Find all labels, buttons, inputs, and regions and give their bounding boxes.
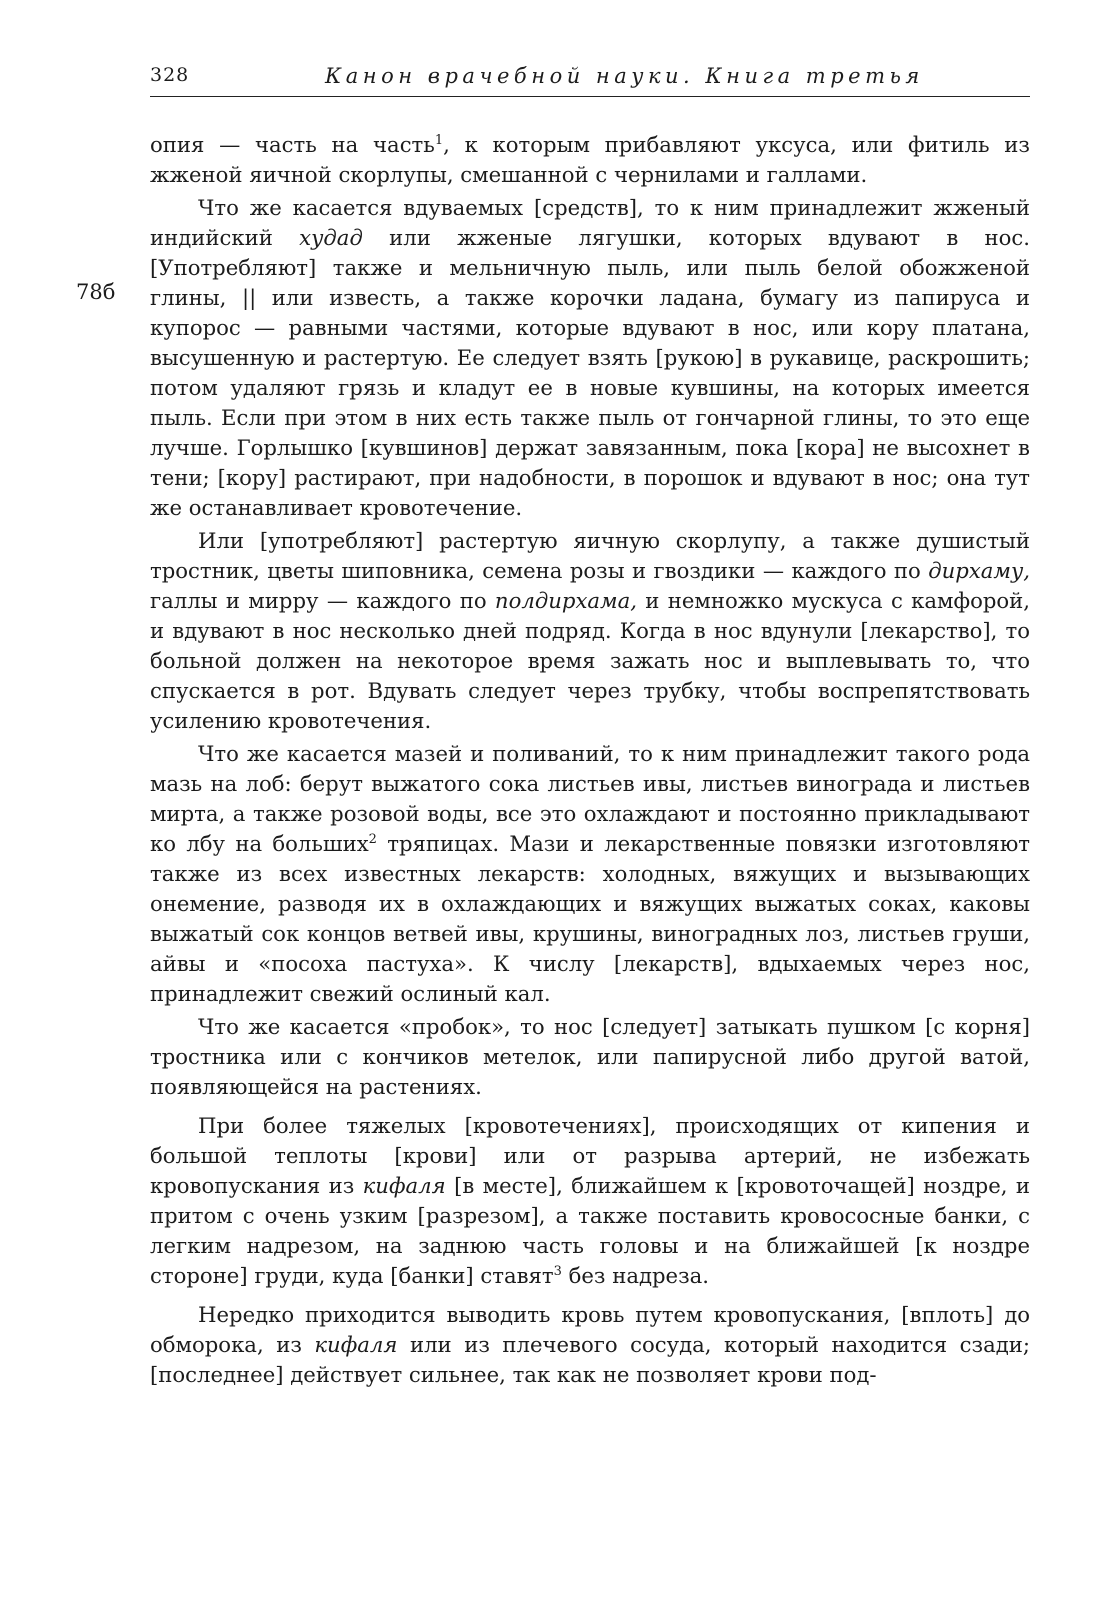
body-text <box>150 130 1030 1393</box>
text-run: Нередко приходится выводить кровь путем кровопускания, [вплоть] до обморока, из <box>150 1302 1030 1357</box>
text-run: без надреза. <box>561 1263 710 1288</box>
margin-folio-note: 78б <box>76 280 116 304</box>
text-run: , к которым прибавляют уксуса, или фитиль из жженой яичной скорлупы, смешанной с чернилами и галлами. <box>150 132 1030 187</box>
text-run: Что же касается мазей и поливаний, то к ним принадлежит такого рода мазь на лоб: берут выжатого сока листьев ивы, листьев винограда и листьев мирта, а также розовой воды, все это охлаждают и постоянно прикладывают ко лбу на больших <box>150 741 1030 856</box>
paragraph-2 <box>150 193 1030 523</box>
running-title: Канон врачебной науки. Книга третья <box>325 64 924 88</box>
text-run: Что же касается «пробок», то нос [следует] затыкать пушком [с корня] тростника или с кончиков метелок, или папирусной либо другой ватой, появляющейся на растениях. <box>150 1014 1030 1099</box>
text-run: опия — часть на часть <box>150 132 435 157</box>
text-run: галлы и мирру — каждого по <box>150 588 495 613</box>
text-run: или из плечевого сосуда, который находится сзади; [последнее] действует сильнее, так как не позволяет крови под- <box>150 1332 1031 1387</box>
footnote-ref: 1 <box>434 133 444 148</box>
running-header <box>150 64 1030 92</box>
italic-term: кифаля <box>362 1173 446 1198</box>
footnote-ref: 3 <box>553 1264 562 1279</box>
italic-term: худад <box>299 225 363 250</box>
paragraph-6 <box>150 1111 1030 1291</box>
paragraph-3 <box>150 526 1030 736</box>
text-run: или жженые лягушки, которых вдувают в нос. [Употребляют] также и мельничную пыль, или пыль белой обожженой глины, || или известь, а также корочки ладана, бумагу из папируса и купорос — равными частями, которые вдувают в нос, или кору платана, высушенную и растертую. Ее следует взять [рукою] в рукавице, раскрошить; потом удаляют грязь и кладут ее в новые кувшины, на которых имеется пыль. Если при этом в них есть также пыль от гончарной глины, то это еще лучше. Горлышко [кувшинов] держат завязанным, пока [кора] не высохнет в тени; [кору] растирают, при надобности, в порошок и вдувают в нос; она тут же останавливает кровотечение. <box>150 225 1030 520</box>
text-run: [в месте], ближайшем к [кровоточащей] ноздре, и притом с очень узким [разрезом], а также поставить кровососные банки, с легким надрезом, на заднюю часть головы и на ближайшей [к ноздре стороне] груди, куда [банки] ставят <box>150 1173 1030 1288</box>
page-number: 328 <box>150 64 190 86</box>
paragraph-5 <box>150 1012 1030 1102</box>
italic-term: кифаля <box>314 1332 398 1357</box>
paragraph-7 <box>150 1300 1030 1390</box>
text-run: и немножко мускуса с камфорой, и вдувают в нос несколько дней подряд. Когда в нос вдунули [лекарство], то больной должен на некоторое время зажать нос и выплевывать то, что спускается в рот. Вдувать следует через трубку, чтобы воспрепятствовать усилению кровотечения. <box>150 588 1031 733</box>
header-rule <box>150 96 1030 97</box>
italic-term: полдирхама, <box>494 588 637 613</box>
italic-term: дирхаму, <box>928 558 1030 583</box>
text-run: При более тяжелых [кровотечениях], происходящих от кипения и большой теплоты [крови] или от разрыва артерий, не избежать кровопускания из <box>150 1113 1030 1198</box>
text-run: Что же касается вдуваемых [средств], то к ним принадлежит жженый индийский <box>150 195 1030 250</box>
text-run: тряпицах. Мази и лекарственные повязки изготовляют также из всех известных лекарств: холодных, вяжущих и вызывающих онемение, разводя их в охлаждающих и вяжущих выжатых соках, каковы выжатый сок концов ветвей ивы, крушины, виноградных лоз, листьев груши, айвы и «посоха пастуха». К числу [лекарств], вдыхаемых через нос, принадлежит свежий ослиный кал. <box>150 831 1030 1006</box>
paragraph-4 <box>150 739 1030 1009</box>
paragraph-1 <box>150 130 1030 190</box>
text-run: Или [употребляют] растертую яичную скорлупу, а также душистый тростник, цветы шиповника, семена розы и гвоздики — каждого по <box>150 528 1030 583</box>
footnote-ref: 2 <box>368 832 377 847</box>
